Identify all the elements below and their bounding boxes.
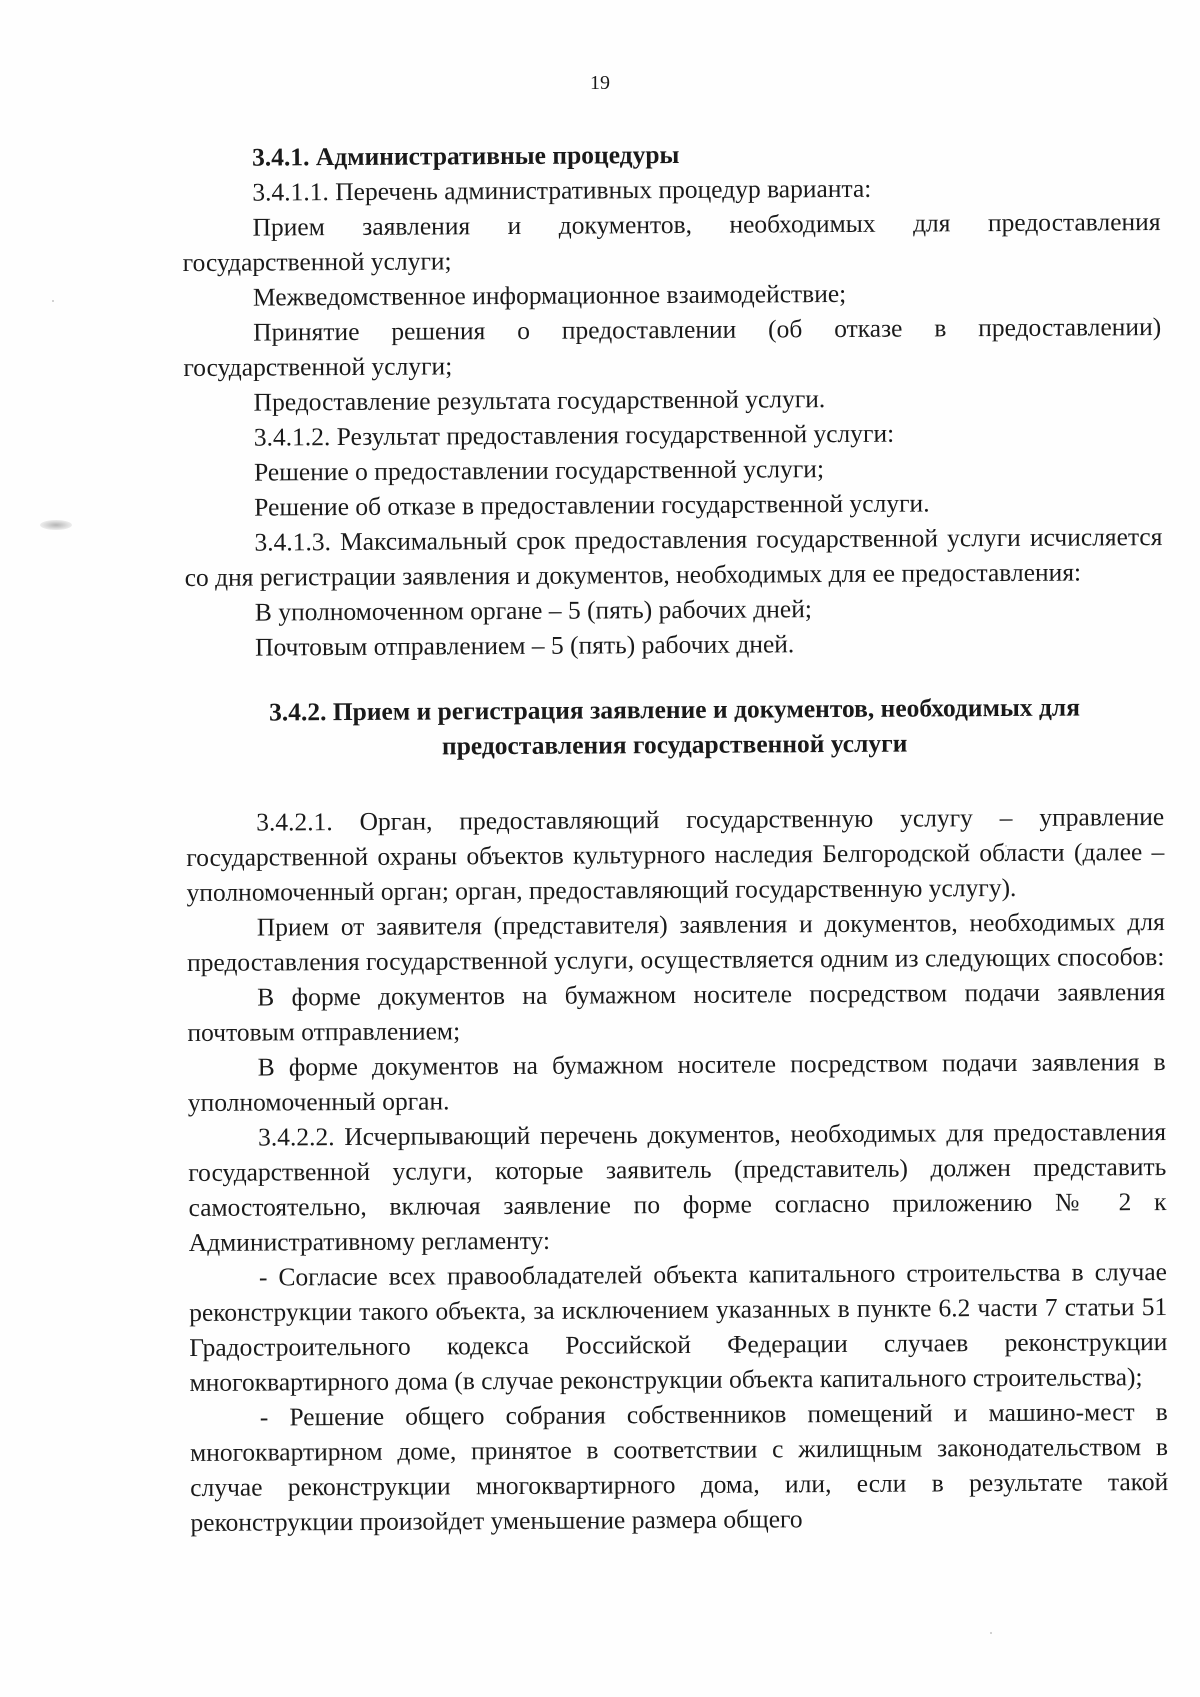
- paragraph: Решение о предоставлении государственной услуги;: [253, 454, 825, 487]
- paragraph: 3.4.1.2. Результат предоставления государственной услуги:: [253, 418, 895, 452]
- section-title: 3.4.2. Прием и регистрация заявление и документов, необходимых для предоставления государственной услуги: [268, 692, 1081, 761]
- paragraph: 3.4.2.2. Исчерпывающий перечень документов, необходимых для предоставления государственной услуги, которые заявитель (представитель) должен представить самостоятельно, включая заявление по форме согласно приложению № 2 к Административному регламенту:: [188, 1117, 1167, 1257]
- list-item: - Согласие всех правообладателей объекта капитального строительства в случае реконструкции такого объекта, за исключением указанных в пункте 6.2 части 7 статьи 51 Градостроительного кодекса Российской Федерации случаев реконструкции многоквартирного дома (в случае реконструкции объекта капитального строительства);: [189, 1257, 1168, 1397]
- paragraph: Прием заявления и документов, необходимых для предоставления государственной услуги;: [182, 207, 1161, 277]
- paragraph: 3.4.1.3. Максимальный срок предоставления государственной услуги исчисляется со дня регистрации заявления и документов, необходимых для ее предоставления:: [184, 522, 1163, 592]
- paragraph: Принятие решения о предоставлении (об отказе в предоставлении) государственной услуги;: [183, 312, 1162, 382]
- paragraph: 3.4.1.1. Перечень административных процедур варианта:: [252, 173, 872, 207]
- scan-speck: [990, 1632, 992, 1634]
- page-number: 19: [590, 72, 610, 94]
- paragraph: Решение об отказе в предоставлении государственной услуги.: [254, 488, 930, 522]
- paragraph: 3.4.2.1. Орган, предоставляющий государственную услугу – управление государственной охраны объектов культурного наследия Белгородской области (далее – уполномоченный орган; орган, предоставляющий государственную услугу).: [186, 802, 1165, 907]
- scan-speck: [52, 300, 54, 302]
- scan-smudge: [40, 520, 72, 530]
- paragraph: В форме документов на бумажном носителе посредством подачи заявления почтовым отправлением;: [187, 977, 1166, 1047]
- subsection-heading: 3.4.1. Административные процедуры: [252, 139, 680, 172]
- paragraph: Межведомственное информационное взаимодействие;: [252, 278, 847, 312]
- paragraph: В форме документов на бумажном носителе посредством подачи заявления в уполномоченный орган.: [187, 1047, 1166, 1117]
- paragraph: Почтовым отправлением – 5 (пять) рабочих дней.: [255, 629, 795, 662]
- paragraph: Прием от заявителя (представителя) заявления и документов, необходимых для предоставления государственной услуги, осуществляется одним из следующих способов:: [186, 907, 1165, 977]
- document-body: [182, 134, 1169, 1540]
- list-item: - Решение общего собрания собственников помещений и машино-мест в многоквартирном доме, принятое в соответствии с жилищным законодательством в случае реконструкции многоквартирного дома, или, если в результате такой реконструкции произойдет уменьшение размера общего: [189, 1397, 1169, 1537]
- paragraph: Предоставление результата государственной услуги.: [253, 384, 826, 417]
- paragraph: В уполномоченном органе – 5 (пять) рабочих дней;: [254, 594, 813, 627]
